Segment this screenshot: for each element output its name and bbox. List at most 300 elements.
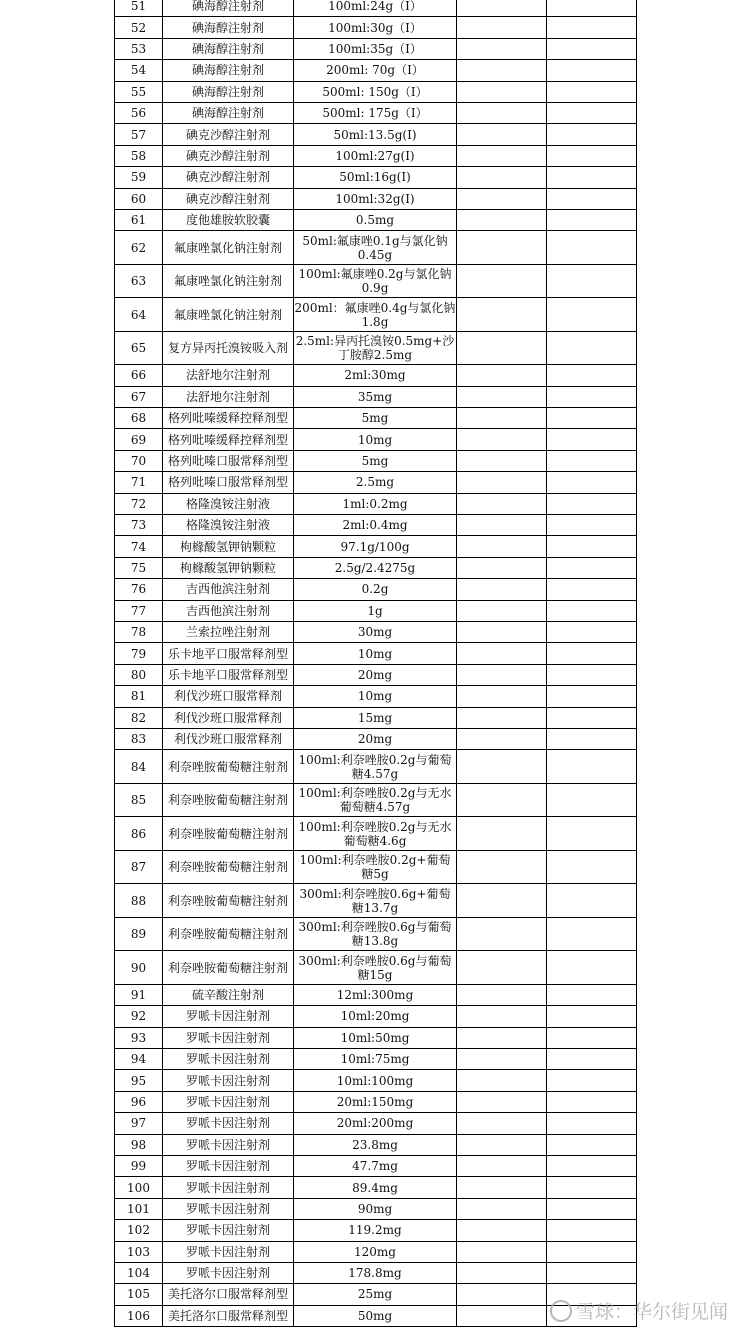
row-number-cell: 99 [115, 1155, 163, 1176]
empty-cell [547, 1070, 637, 1091]
specification-cell: 100ml:30g（I） [294, 17, 457, 38]
specification-cell: 10mg [294, 429, 457, 450]
empty-cell [547, 686, 637, 707]
empty-cell [457, 102, 547, 123]
row-number-cell: 95 [115, 1070, 163, 1091]
row-number-cell: 89 [115, 917, 163, 951]
empty-cell [547, 917, 637, 951]
empty-cell [547, 231, 637, 265]
specification-cell: 100ml:利奈唑胺0.2g+葡萄糖5g [294, 850, 457, 884]
table-row [115, 493, 637, 514]
empty-cell [457, 408, 547, 429]
specification-cell: 100ml:35g（I） [294, 38, 457, 59]
specification-cell: 100ml:利奈唑胺0.2g与葡萄糖4.57g [294, 750, 457, 784]
empty-cell [547, 600, 637, 621]
row-number-cell: 84 [115, 750, 163, 784]
empty-cell [547, 60, 637, 81]
row-number-cell: 76 [115, 579, 163, 600]
empty-cell [547, 429, 637, 450]
drug-name-cell: 格隆溴铵注射液 [163, 493, 294, 514]
empty-cell [547, 1198, 637, 1219]
empty-cell [457, 60, 547, 81]
table-row [115, 1091, 637, 1112]
drug-name-cell: 枸橼酸氢钾钠颗粒 [163, 557, 294, 578]
table-row [115, 1070, 637, 1091]
table-row [115, 1198, 637, 1219]
row-number-cell: 68 [115, 408, 163, 429]
drug-name-cell: 枸橼酸氢钾钠颗粒 [163, 536, 294, 557]
row-number-cell: 62 [115, 231, 163, 265]
empty-cell [457, 1262, 547, 1283]
drug-name-cell: 罗哌卡因注射剂 [163, 1220, 294, 1241]
table-row [115, 728, 637, 749]
drug-name-cell: 利奈唑胺葡萄糖注射剂 [163, 783, 294, 817]
empty-cell [547, 557, 637, 578]
drug-name-cell: 利奈唑胺葡萄糖注射剂 [163, 884, 294, 918]
table-row [115, 579, 637, 600]
drug-name-cell: 罗哌卡因注射剂 [163, 1177, 294, 1198]
drug-name-cell: 利奈唑胺葡萄糖注射剂 [163, 850, 294, 884]
empty-cell [457, 783, 547, 817]
table-row [115, 750, 637, 784]
specification-cell: 100ml:27g(I) [294, 145, 457, 166]
empty-cell [457, 429, 547, 450]
empty-cell [457, 917, 547, 951]
empty-cell [547, 984, 637, 1005]
empty-cell [547, 124, 637, 145]
table-row [115, 817, 637, 851]
empty-cell [457, 386, 547, 407]
table-row [115, 331, 637, 365]
drug-name-cell: 碘克沙醇注射剂 [163, 188, 294, 209]
drug-name-cell: 利伐沙班口服常释剂 [163, 728, 294, 749]
table-row [115, 1241, 637, 1262]
empty-cell [547, 17, 637, 38]
table-row [115, 1262, 637, 1283]
table-row [115, 264, 637, 298]
table-row [115, 81, 637, 102]
table-row [115, 1006, 637, 1027]
drug-name-cell: 美托洛尔口服常释剂型 [163, 1305, 294, 1326]
specification-cell: 20ml:150mg [294, 1091, 457, 1112]
table-row [115, 408, 637, 429]
row-number-cell: 58 [115, 145, 163, 166]
table-row [115, 984, 637, 1005]
drug-name-cell: 碘海醇注射剂 [163, 60, 294, 81]
row-number-cell: 57 [115, 124, 163, 145]
table-row [115, 1155, 637, 1176]
table-row [115, 600, 637, 621]
empty-cell [457, 984, 547, 1005]
table-row [115, 231, 637, 265]
row-number-cell: 97 [115, 1113, 163, 1134]
specification-cell: 300ml:利奈唑胺0.6g+葡萄糖13.7g [294, 884, 457, 918]
drug-name-cell: 罗哌卡因注射剂 [163, 1049, 294, 1070]
empty-cell [457, 1155, 547, 1176]
table-row [115, 686, 637, 707]
drug-name-cell: 罗哌卡因注射剂 [163, 1262, 294, 1283]
empty-cell [457, 365, 547, 386]
specification-cell: 0.5mg [294, 209, 457, 230]
row-number-cell: 67 [115, 386, 163, 407]
drug-name-cell: 罗哌卡因注射剂 [163, 1091, 294, 1112]
row-number-cell: 56 [115, 102, 163, 123]
empty-cell [547, 38, 637, 59]
empty-cell [547, 643, 637, 664]
drug-name-cell: 碘海醇注射剂 [163, 0, 294, 17]
row-number-cell: 51 [115, 0, 163, 17]
table-row [115, 557, 637, 578]
drug-name-cell: 碘克沙醇注射剂 [163, 145, 294, 166]
table-row [115, 536, 637, 557]
specification-cell: 50ml:13.5g(I) [294, 124, 457, 145]
row-number-cell: 85 [115, 783, 163, 817]
row-number-cell: 96 [115, 1091, 163, 1112]
drug-spec-table [114, 0, 637, 1327]
empty-cell [547, 167, 637, 188]
specification-cell: 25mg [294, 1284, 457, 1305]
drug-name-cell: 罗哌卡因注射剂 [163, 1070, 294, 1091]
drug-name-cell: 碘克沙醇注射剂 [163, 124, 294, 145]
empty-cell [457, 1134, 547, 1155]
empty-cell [547, 1091, 637, 1112]
row-number-cell: 55 [115, 81, 163, 102]
empty-cell [547, 850, 637, 884]
drug-name-cell: 碘海醇注射剂 [163, 81, 294, 102]
empty-cell [457, 81, 547, 102]
drug-name-cell: 度他雄胺软胶囊 [163, 209, 294, 230]
empty-cell [457, 298, 547, 332]
specification-cell: 15mg [294, 707, 457, 728]
empty-cell [547, 0, 637, 17]
row-number-cell: 102 [115, 1220, 163, 1241]
empty-cell [457, 1198, 547, 1219]
empty-cell [547, 331, 637, 365]
empty-cell [547, 1049, 637, 1070]
table-row [115, 1049, 637, 1070]
table-row [115, 621, 637, 642]
empty-cell [457, 536, 547, 557]
drug-name-cell: 美托洛尔口服常释剂型 [163, 1284, 294, 1305]
table-row [115, 643, 637, 664]
table-row [115, 60, 637, 81]
drug-name-cell: 利奈唑胺葡萄糖注射剂 [163, 750, 294, 784]
drug-name-cell: 利奈唑胺葡萄糖注射剂 [163, 817, 294, 851]
row-number-cell: 73 [115, 515, 163, 536]
drug-name-cell: 格列吡嗪口服常释剂型 [163, 472, 294, 493]
empty-cell [547, 1155, 637, 1176]
specification-cell: 100ml:32g(I) [294, 188, 457, 209]
row-number-cell: 93 [115, 1027, 163, 1048]
table-row [115, 472, 637, 493]
drug-name-cell: 硫辛酸注射剂 [163, 984, 294, 1005]
row-number-cell: 81 [115, 686, 163, 707]
specification-cell: 300ml:利奈唑胺0.6g与葡萄糖15g [294, 951, 457, 985]
row-number-cell: 101 [115, 1198, 163, 1219]
specification-cell: 50ml:氟康唑0.1g与氯化钠0.45g [294, 231, 457, 265]
row-number-cell: 106 [115, 1305, 163, 1326]
drug-name-cell: 格列吡嗪缓释控释剂型 [163, 408, 294, 429]
row-number-cell: 86 [115, 817, 163, 851]
specification-cell: 300ml:利奈唑胺0.6g与葡萄糖13.8g [294, 917, 457, 951]
table-row [115, 664, 637, 685]
table-row [115, 783, 637, 817]
empty-cell [457, 643, 547, 664]
drug-name-cell: 氟康唑氯化钠注射剂 [163, 231, 294, 265]
specification-cell: 0.2g [294, 579, 457, 600]
specification-cell: 120mg [294, 1241, 457, 1262]
specification-cell: 89.4mg [294, 1177, 457, 1198]
drug-name-cell: 罗哌卡因注射剂 [163, 1155, 294, 1176]
specification-cell: 50ml:16g(I) [294, 167, 457, 188]
row-number-cell: 64 [115, 298, 163, 332]
specification-cell: 100ml:利奈唑胺0.2g与无水葡萄糖4.6g [294, 817, 457, 851]
row-number-cell: 91 [115, 984, 163, 1005]
row-number-cell: 60 [115, 188, 163, 209]
drug-name-cell: 法舒地尔注射剂 [163, 386, 294, 407]
empty-cell [457, 472, 547, 493]
drug-name-cell: 格列吡嗪缓释控释剂型 [163, 429, 294, 450]
empty-cell [547, 884, 637, 918]
specification-cell: 200ml: 70g（I） [294, 60, 457, 81]
table-row [115, 0, 637, 17]
drug-name-cell: 利奈唑胺葡萄糖注射剂 [163, 917, 294, 951]
empty-cell [457, 600, 547, 621]
specification-cell: 10ml:100mg [294, 1070, 457, 1091]
specification-cell: 97.1g/100g [294, 536, 457, 557]
empty-cell [547, 472, 637, 493]
row-number-cell: 92 [115, 1006, 163, 1027]
empty-cell [547, 102, 637, 123]
empty-cell [457, 167, 547, 188]
drug-name-cell: 乐卡地平口服常释剂型 [163, 643, 294, 664]
empty-cell [547, 750, 637, 784]
drug-name-cell: 吉西他滨注射剂 [163, 579, 294, 600]
empty-cell [547, 536, 637, 557]
row-number-cell: 75 [115, 557, 163, 578]
watermark-text: 雪球：华尔街见闻 [575, 1301, 728, 1323]
empty-cell [457, 264, 547, 298]
drug-name-cell: 碘海醇注射剂 [163, 17, 294, 38]
specification-cell: 200ml：氟康唑0.4g与氯化钠1.8g [294, 298, 457, 332]
empty-cell [547, 264, 637, 298]
drug-name-cell: 罗哌卡因注射剂 [163, 1113, 294, 1134]
empty-cell [457, 493, 547, 514]
empty-cell [457, 38, 547, 59]
specification-cell: 2ml:0.4mg [294, 515, 457, 536]
row-number-cell: 104 [115, 1262, 163, 1283]
row-number-cell: 74 [115, 536, 163, 557]
empty-cell [457, 621, 547, 642]
empty-cell [547, 1134, 637, 1155]
empty-cell [547, 1006, 637, 1027]
table-row [115, 884, 637, 918]
drug-name-cell: 罗哌卡因注射剂 [163, 1006, 294, 1027]
drug-name-cell: 罗哌卡因注射剂 [163, 1027, 294, 1048]
empty-cell [457, 707, 547, 728]
drug-name-cell: 碘克沙醇注射剂 [163, 167, 294, 188]
empty-cell [457, 1113, 547, 1134]
empty-cell [457, 1006, 547, 1027]
empty-cell [457, 17, 547, 38]
specification-cell: 2.5mg [294, 472, 457, 493]
empty-cell [547, 1113, 637, 1134]
row-number-cell: 79 [115, 643, 163, 664]
empty-cell [457, 817, 547, 851]
specification-cell: 10mg [294, 686, 457, 707]
table-row [115, 38, 637, 59]
row-number-cell: 70 [115, 450, 163, 471]
drug-name-cell: 吉西他滨注射剂 [163, 600, 294, 621]
row-number-cell: 69 [115, 429, 163, 450]
specification-cell: 100ml:利奈唑胺0.2g与无水葡萄糖4.57g [294, 783, 457, 817]
drug-name-cell: 罗哌卡因注射剂 [163, 1241, 294, 1262]
empty-cell [457, 231, 547, 265]
drug-name-cell: 利伐沙班口服常释剂 [163, 707, 294, 728]
empty-cell [547, 386, 637, 407]
table-row [115, 951, 637, 985]
drug-name-cell: 碘海醇注射剂 [163, 38, 294, 59]
empty-cell [457, 0, 547, 17]
empty-cell [457, 145, 547, 166]
row-number-cell: 66 [115, 365, 163, 386]
table-row [115, 17, 637, 38]
row-number-cell: 83 [115, 728, 163, 749]
empty-cell [457, 124, 547, 145]
row-number-cell: 72 [115, 493, 163, 514]
specification-cell: 12ml:300mg [294, 984, 457, 1005]
empty-cell [547, 493, 637, 514]
specification-cell: 500ml: 175g（I） [294, 102, 457, 123]
empty-cell [547, 783, 637, 817]
row-number-cell: 103 [115, 1241, 163, 1262]
drug-name-cell: 利伐沙班口服常释剂 [163, 686, 294, 707]
table-row [115, 365, 637, 386]
table-row [115, 1027, 637, 1048]
empty-cell [547, 621, 637, 642]
table-body [115, 0, 637, 1327]
drug-name-cell: 碘海醇注射剂 [163, 102, 294, 123]
empty-cell [457, 1305, 547, 1326]
row-number-cell: 52 [115, 17, 163, 38]
snowball-logo-icon [550, 1300, 572, 1322]
specification-cell: 119.2mg [294, 1220, 457, 1241]
specification-cell: 100ml:24g（I） [294, 0, 457, 17]
table-row [115, 298, 637, 332]
empty-cell [457, 728, 547, 749]
row-number-cell: 105 [115, 1284, 163, 1305]
table-row [115, 515, 637, 536]
specification-cell: 30mg [294, 621, 457, 642]
empty-cell [547, 81, 637, 102]
empty-cell [457, 1049, 547, 1070]
watermark [550, 1297, 728, 1324]
specification-cell: 20mg [294, 664, 457, 685]
specification-cell: 10mg [294, 643, 457, 664]
empty-cell [547, 1220, 637, 1241]
empty-cell [457, 1220, 547, 1241]
drug-name-cell: 罗哌卡因注射剂 [163, 1134, 294, 1155]
empty-cell [457, 1241, 547, 1262]
row-number-cell: 54 [115, 60, 163, 81]
table-row [115, 450, 637, 471]
drug-name-cell: 复方异丙托溴铵吸入剂 [163, 331, 294, 365]
empty-cell [457, 1091, 547, 1112]
specification-cell: 10ml:20mg [294, 1006, 457, 1027]
table-row [115, 1177, 637, 1198]
empty-cell [547, 1177, 637, 1198]
row-number-cell: 77 [115, 600, 163, 621]
table-row [115, 124, 637, 145]
specification-cell: 5mg [294, 450, 457, 471]
drug-name-cell: 兰索拉唑注射剂 [163, 621, 294, 642]
row-number-cell: 100 [115, 1177, 163, 1198]
empty-cell [457, 1027, 547, 1048]
specification-cell: 1g [294, 600, 457, 621]
empty-cell [547, 1027, 637, 1048]
row-number-cell: 78 [115, 621, 163, 642]
empty-cell [457, 951, 547, 985]
empty-cell [457, 1070, 547, 1091]
empty-cell [547, 728, 637, 749]
row-number-cell: 61 [115, 209, 163, 230]
row-number-cell: 59 [115, 167, 163, 188]
empty-cell [457, 557, 547, 578]
drug-name-cell: 格隆溴铵注射液 [163, 515, 294, 536]
row-number-cell: 90 [115, 951, 163, 985]
empty-cell [547, 1241, 637, 1262]
empty-cell [457, 686, 547, 707]
empty-cell [457, 750, 547, 784]
empty-cell [547, 408, 637, 429]
empty-cell [547, 515, 637, 536]
specification-cell: 2.5g/2.4275g [294, 557, 457, 578]
specification-cell: 2.5ml:异丙托溴铵0.5mg+沙丁胺醇2.5mg [294, 331, 457, 365]
row-number-cell: 82 [115, 707, 163, 728]
table-row [115, 209, 637, 230]
empty-cell [457, 1177, 547, 1198]
row-number-cell: 80 [115, 664, 163, 685]
row-number-cell: 53 [115, 38, 163, 59]
empty-cell [457, 188, 547, 209]
table-row [115, 188, 637, 209]
empty-cell [457, 664, 547, 685]
row-number-cell: 88 [115, 884, 163, 918]
table-row [115, 145, 637, 166]
specification-cell: 23.8mg [294, 1134, 457, 1155]
drug-name-cell: 乐卡地平口服常释剂型 [163, 664, 294, 685]
specification-cell: 50mg [294, 1305, 457, 1326]
empty-cell [547, 664, 637, 685]
specification-cell: 35mg [294, 386, 457, 407]
empty-cell [547, 579, 637, 600]
empty-cell [457, 1284, 547, 1305]
empty-cell [547, 707, 637, 728]
table-row [115, 1220, 637, 1241]
empty-cell [457, 579, 547, 600]
drug-name-cell: 氟康唑氯化钠注射剂 [163, 264, 294, 298]
specification-cell: 20mg [294, 728, 457, 749]
table-row [115, 386, 637, 407]
drug-name-cell: 利奈唑胺葡萄糖注射剂 [163, 951, 294, 985]
empty-cell [457, 850, 547, 884]
empty-cell [457, 331, 547, 365]
specification-cell: 10ml:75mg [294, 1049, 457, 1070]
table-row [115, 1134, 637, 1155]
empty-cell [547, 209, 637, 230]
empty-cell [457, 450, 547, 471]
empty-cell [547, 951, 637, 985]
